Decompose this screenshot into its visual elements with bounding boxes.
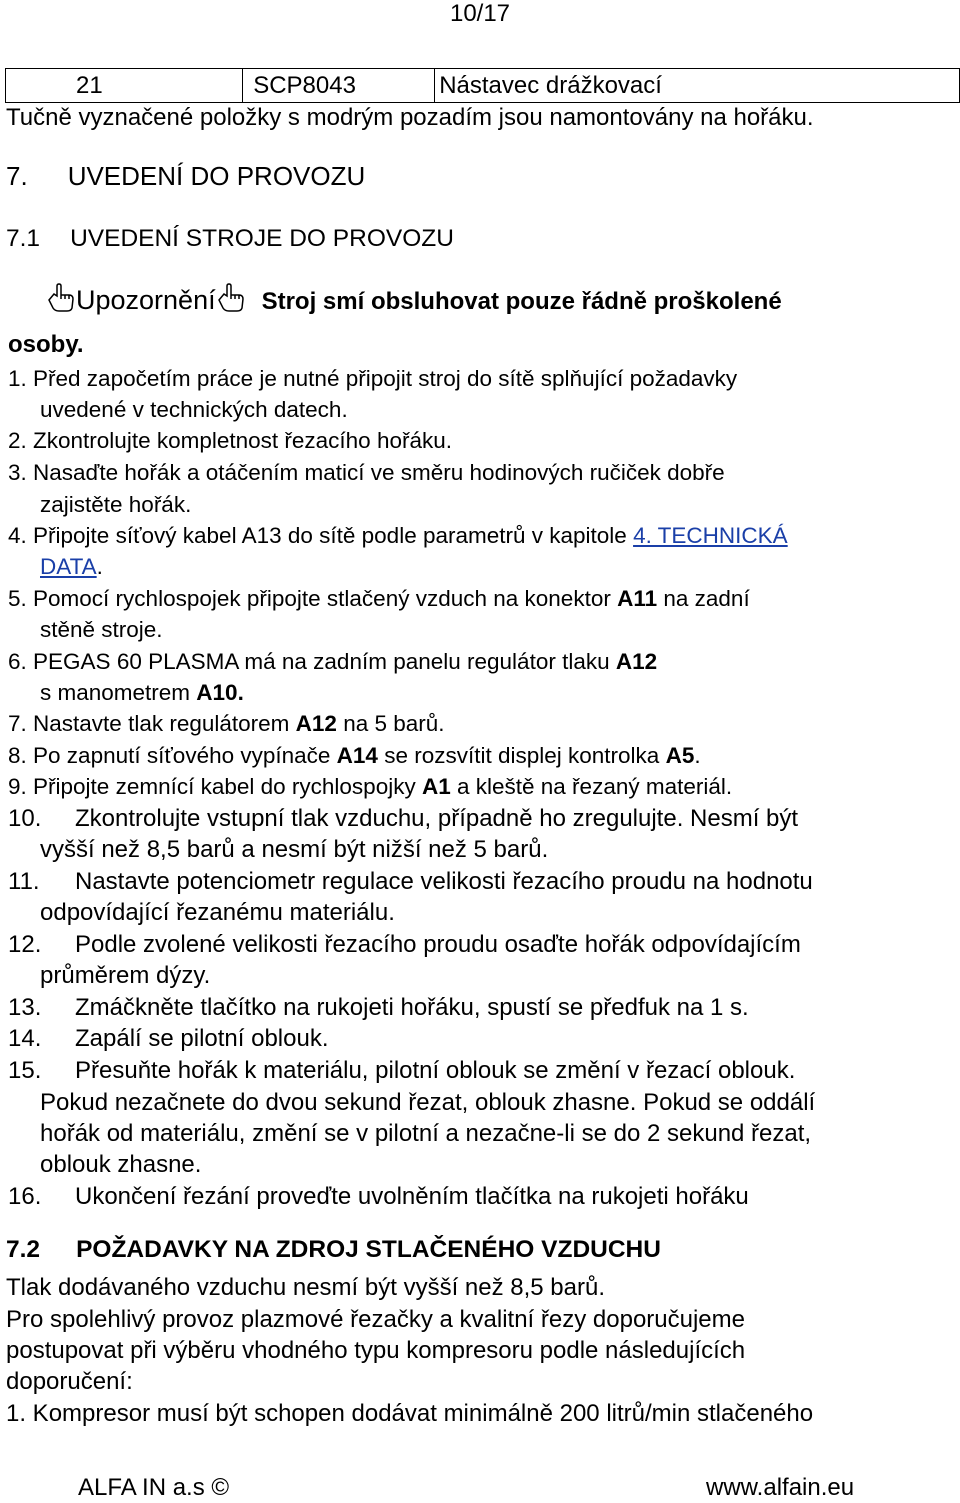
pointing-hand-icon: [46, 283, 76, 318]
regulator-ref: A12: [295, 711, 337, 736]
regulator-ref: A12: [615, 649, 658, 674]
step-text: na zadní: [657, 586, 750, 611]
step-text: Nasaďte hořák a otáčením maticí ve směru hodinových ručiček dobře: [33, 460, 725, 485]
step-number: 3.: [8, 460, 27, 485]
section-title: POŽADAVKY NA ZDROJ STLAČENÉHO VZDUCHU: [76, 1236, 661, 1263]
step-number: 7.: [8, 711, 27, 736]
step-15-text: Přesuňte hořák k materiálu, pilotní oblouk se změní v řezací oblouk.: [75, 1057, 796, 1084]
step-text: Po zapnutí síťového vypínače: [33, 743, 337, 768]
step-text: Pomocí rychlospojek připojte stlačený vzduch na konektor: [33, 586, 618, 611]
step-text: s manometrem: [40, 680, 197, 705]
section-title: UVEDENÍ STROJE DO PROVOZU: [70, 225, 454, 252]
step-4-cont: [40, 552, 103, 582]
step-number: 9.: [8, 774, 27, 799]
step-text: Před započetím práce je nutné připojit stroj do sítě splňující požadavky: [33, 366, 738, 391]
connector-ref: A11: [617, 586, 658, 611]
warning-text: Stroj smí obsluhovat pouze řádně proškolené: [261, 288, 782, 315]
step-text: Připojte síťový kabel A13 do sítě podle parametrů v kapitole: [33, 523, 634, 548]
step-1: [8, 364, 737, 394]
step-13: 13.: [8, 994, 42, 1021]
step-text: .: [694, 743, 701, 768]
section-number: 7.2: [6, 1236, 41, 1263]
blue-items-note: Tučně vyznačené položky s modrým pozadím jsou namontovány na hořáku.: [6, 104, 814, 131]
step-10-text: Zkontrolujte vstupní tlak vzduchu, případně ho zregulujte. Nesmí být: [75, 805, 799, 832]
switch-ref: A14: [336, 743, 378, 768]
step-3-cont: zajistěte hořák.: [40, 492, 192, 517]
section-7-1-heading: [6, 224, 454, 254]
step-number: 10.: [8, 805, 42, 832]
air-recommendation-2: postupovat při výběru vhodného typu kompresoru podle následujících: [6, 1337, 746, 1364]
step-6: [8, 647, 657, 677]
footer-website[interactable]: www.alfain.eu: [706, 1474, 855, 1501]
step-number: 4.: [8, 523, 27, 548]
step-13-text: Zmáčkněte tlačítko na rukojeti hořáku, spustí se předfuk na 1 s.: [75, 994, 749, 1021]
step-16-text: Ukončení řezání proveďte uvolněním tlačítka na rukojeti hořáku: [75, 1183, 749, 1210]
step-9: [8, 772, 732, 802]
quick-coupling-ref: A1: [421, 774, 451, 799]
step-7: [8, 709, 445, 739]
step-12-cont: průměrem dýzy.: [40, 962, 211, 989]
step-11-cont: odpovídající řezanému materiálu.: [40, 899, 395, 926]
footer-company: ALFA IN a.s ©: [78, 1474, 230, 1501]
step-12-text: Podle zvolené velikosti řezacího proudu osaďte hořák odpovídajícím: [75, 931, 801, 958]
warning-word: Upozornění: [76, 285, 216, 315]
step-11: 11.: [8, 868, 40, 895]
warning-line: [46, 283, 782, 318]
step-5-cont: stěně stroje.: [40, 617, 163, 642]
step-text: PEGAS 60 PLASMA má na zadním panelu regulátor tlaku: [33, 649, 616, 674]
air-pressure-text: Tlak dodávaného vzduchu nesmí být vyšší než 8,5 barů.: [6, 1274, 606, 1301]
section-title: UVEDENÍ DO PROVOZU: [67, 161, 366, 191]
step-15-cont-2: hořák od materiálu, změní se v pilotní a nezačne-li se do 2 sekund řezat,: [40, 1120, 812, 1147]
manometer-ref: A10.: [196, 680, 244, 705]
step-text: a kleště na řezaný materiál.: [450, 774, 733, 799]
step-15-cont-1: Pokud nezačnete do dvou sekund řezat, oblouk zhasne. Pokud se oddálí: [40, 1089, 816, 1116]
step-6-cont: [40, 678, 244, 708]
step-16: 16.: [8, 1183, 42, 1210]
part-code-cell: SCP8043: [243, 69, 435, 103]
step-text: Zkontrolujte kompletnost řezacího hořáku.: [33, 428, 452, 453]
step-number: 1.: [8, 366, 27, 391]
technical-data-link[interactable]: 4. TECHNICKÁ: [633, 523, 788, 548]
step-number: 8.: [8, 743, 27, 768]
step-15: 15.: [8, 1057, 42, 1084]
technical-data-link[interactable]: DATA: [40, 554, 97, 579]
step-text: .: [96, 554, 103, 579]
parts-table: [5, 68, 960, 103]
air-recommendation-1: Pro spolehlivý provoz plazmové řezačky a kvalitní řezy doporučujeme: [6, 1306, 745, 1333]
table-row: [6, 69, 960, 103]
step-11-text: Nastavte potenciometr regulace velikosti řezacího proudu na hodnotu: [75, 868, 813, 895]
air-recommendation-3: doporučení:: [6, 1368, 133, 1395]
step-number: 2.: [8, 428, 27, 453]
part-name-cell: Nástavec drážkovací: [435, 69, 960, 103]
step-text: Připojte zemnící kabel do rychlospojky: [33, 774, 422, 799]
step-10-cont: vyšší než 8,5 barů a nesmí být nižší než 5 barů.: [40, 836, 549, 863]
section-7-heading: [6, 160, 365, 192]
step-14: 14.: [8, 1025, 42, 1052]
pointing-hand-icon: [216, 283, 246, 318]
step-15-cont-3: oblouk zhasne.: [40, 1151, 202, 1178]
step-14-text: Zapálí se pilotní oblouk.: [75, 1025, 329, 1052]
section-number: 7.1: [6, 225, 41, 252]
step-4: [8, 521, 788, 551]
step-2: [8, 426, 452, 456]
indicator-ref: A5: [665, 743, 695, 768]
step-12: 12.: [8, 931, 42, 958]
step-3: [8, 458, 725, 488]
step-text: Nastavte tlak regulátorem: [33, 711, 296, 736]
step-text: se rozsvítit displej kontrolka: [377, 743, 666, 768]
part-number-cell: 21: [6, 69, 243, 103]
section-7-2-heading: [6, 1235, 661, 1265]
section-number: 7.: [6, 161, 28, 191]
step-5: [8, 584, 750, 614]
page-number: 10/17: [449, 0, 511, 27]
warning-text-continued: osoby.: [8, 331, 84, 358]
step-number: 5.: [8, 586, 27, 611]
step-1-cont: uvedené v technických datech.: [40, 397, 348, 422]
step-number: 6.: [8, 649, 27, 674]
step-text: na 5 barů.: [336, 711, 445, 736]
compressor-requirement: 1. Kompresor musí být schopen dodávat minimálně 200 litrů/min stlačeného: [6, 1400, 814, 1427]
step-8: [8, 741, 701, 771]
step-10: [8, 804, 41, 834]
